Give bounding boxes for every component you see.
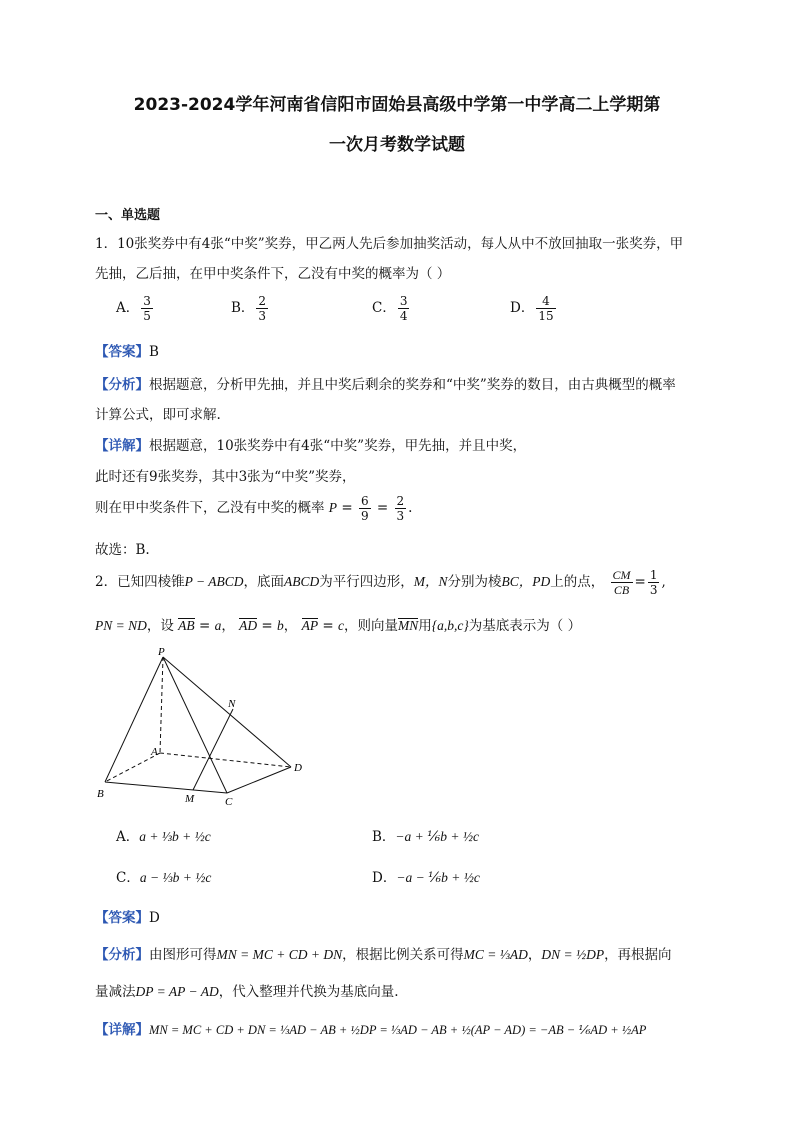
- section-heading: 一、单选题: [95, 208, 161, 223]
- q2-option-c: C．a − ⅓b + ½c: [116, 870, 212, 886]
- q2-stem-line1: 2．已知四棱锥P − ABCD，底面ABCD为平行四边形，M，N分别为棱BC，PD上的点， $\frac{CM}{CB}$ = $\frac{1}{3}$ ,: [95, 568, 666, 597]
- segment-MN: [193, 709, 233, 790]
- q1-choose: 故选：B.: [95, 542, 150, 558]
- q1-detail-line3: 则在甲中奖条件下，乙没有中奖的概率 P = $\frac{6}{9}$ = $\frac{2}{3}$ .: [95, 494, 413, 523]
- pyramid-figure: [95, 645, 315, 810]
- q2-analysis-line2: 量减法DP = AP − AD，代入整理并代换为基底向量.: [95, 984, 399, 1000]
- q2-answer: 【答案】D: [95, 910, 160, 926]
- q2-stem-line2: PN = ND，设 AB = a， AD = b， AP = c，则向量MN用{a,b,c}为基底表示为（ ）: [95, 618, 582, 634]
- q1-detail-line1: 【详解】根据题意，10张奖券中有4张“中奖”奖券，甲先抽，并且中奖，: [95, 438, 527, 454]
- label-M: M: [185, 793, 195, 805]
- label-B: B: [97, 788, 104, 800]
- q1-option-c: C． $\frac{3}{4}$: [372, 294, 408, 323]
- label-C: C: [225, 796, 233, 808]
- q1-option-a: A． $\frac{3}{5}$: [116, 294, 151, 323]
- doc-title-line1: 2023-2024学年河南省信阳市固始县高级中学第一中学高二上学期第: [133, 95, 661, 115]
- edge-AD: [160, 753, 291, 767]
- q2-analysis-line1: 【分析】由图形可得MN = MC + CD + DN，根据比例关系可得MC = ⅓AD，DN = ½DP，再根据向: [95, 947, 672, 963]
- q1-detail-line2: 此时还有9张奖券，其中3张为“中奖”奖券，: [95, 469, 356, 485]
- q1-analysis-line1: 【分析】根据题意，分析甲先抽，并且中奖后剩余的奖券和“中奖”奖券的数目，由古典概型的概率: [95, 377, 676, 393]
- q2-option-a: A．a + ⅓b + ½c: [116, 829, 211, 845]
- q1-option-d: D． $\frac{4}{15}$: [510, 294, 554, 323]
- label-P: P: [158, 646, 165, 658]
- q1-analysis-line2: 计算公式，即可求解.: [95, 407, 221, 423]
- edge-CD: [227, 767, 291, 793]
- edge-PB: [105, 657, 163, 782]
- label-N: N: [228, 698, 236, 710]
- q1-option-b: B． $\frac{2}{3}$: [231, 294, 267, 323]
- label-A: A: [151, 746, 158, 758]
- q1-stem-line1: 1．10张奖券中有4张“中奖”奖券，甲乙两人先后参加抽奖活动，每人从中不放回抽取一张奖券，甲: [95, 236, 684, 252]
- edge-BC: [105, 782, 227, 793]
- label-D: D: [294, 762, 302, 774]
- edge-PC: [163, 657, 227, 793]
- q1-stem-line2: 先抽，乙后抽，在甲中奖条件下，乙没有中奖的概率为（ ）: [95, 266, 451, 282]
- q2-option-b: B．−a + ⅙b + ½c: [372, 829, 479, 845]
- doc-title-line2: 一次月考数学试题: [329, 135, 465, 155]
- q1-answer: 【答案】B: [95, 344, 159, 360]
- edge-PD: [163, 657, 291, 767]
- q2-detail-line: 【详解】MN = MC + CD + DN = ⅓AD − AB + ½DP = ⅓AD − AB + ½(AP − AD) = −AB − ⅙AD + ½AP: [95, 1022, 647, 1038]
- q2-option-d: D．−a − ⅙b + ½c: [372, 870, 480, 886]
- edge-PA: [160, 657, 163, 753]
